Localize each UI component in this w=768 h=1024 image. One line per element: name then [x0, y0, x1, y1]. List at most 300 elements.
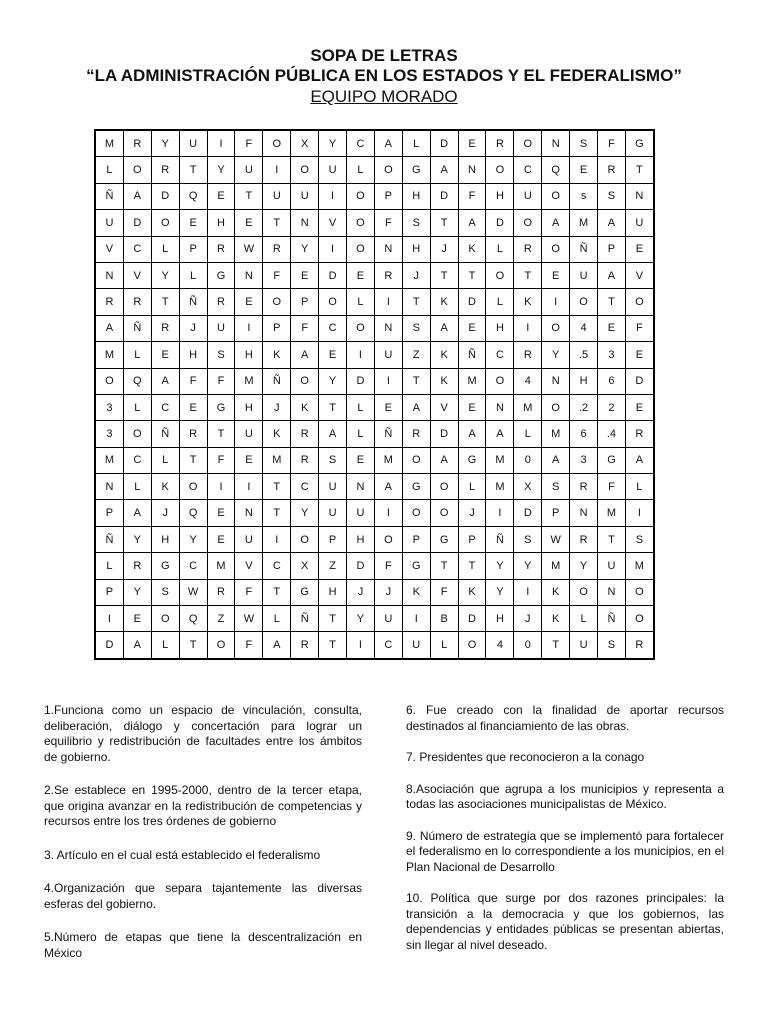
grid-cell: X	[291, 553, 319, 579]
grid-cell: G	[402, 157, 430, 183]
grid-cell: A	[123, 183, 151, 209]
grid-cell: Q	[179, 500, 207, 526]
clues-section	[44, 703, 724, 979]
grid-cell: Y	[514, 553, 542, 579]
grid-cell: R	[291, 632, 319, 659]
grid-cell: C	[263, 553, 291, 579]
clue-item: 10. Política que surge por dos razones principales: la transición a la democracia y que los gobiernos, las dependencias y entidades públicas se presentan abiertas, sin llegar al nivel deseado.	[406, 891, 724, 952]
grid-cell: T	[458, 262, 486, 288]
grid-cell: A	[95, 315, 123, 341]
grid-cell: O	[570, 289, 598, 315]
grid-cell: M	[486, 447, 514, 473]
grid-cell: R	[151, 157, 179, 183]
grid-cell: Y	[570, 553, 598, 579]
grid-row	[95, 368, 654, 394]
grid-cell: Y	[207, 157, 235, 183]
grid-cell: R	[207, 579, 235, 605]
grid-cell: F	[207, 368, 235, 394]
grid-cell: U	[319, 474, 347, 500]
grid-cell: T	[598, 289, 626, 315]
grid-cell: F	[235, 579, 263, 605]
header	[0, 46, 768, 108]
grid-cell: Q	[542, 157, 570, 183]
grid-cell: K	[291, 394, 319, 420]
grid-cell: L	[95, 553, 123, 579]
grid-cell: G	[625, 130, 653, 157]
grid-cell: I	[347, 632, 375, 659]
grid-cell: I	[207, 474, 235, 500]
grid-cell: O	[207, 632, 235, 659]
grid-cell: L	[347, 394, 375, 420]
grid-cell: K	[458, 579, 486, 605]
grid-cell: O	[458, 632, 486, 659]
clues-left-column	[44, 703, 362, 979]
grid-cell: 4	[486, 632, 514, 659]
grid-cell: K	[542, 579, 570, 605]
grid-cell: U	[514, 183, 542, 209]
grid-cell: Y	[319, 368, 347, 394]
grid-cell: O	[625, 606, 653, 632]
grid-cell: A	[542, 447, 570, 473]
grid-cell: M	[95, 130, 123, 157]
grid-cell: R	[514, 342, 542, 368]
grid-cell: R	[625, 421, 653, 447]
grid-cell: A	[151, 368, 179, 394]
grid-cell: A	[291, 342, 319, 368]
page-title: SOPA DE LETRAS	[310, 46, 458, 65]
grid-cell: D	[151, 183, 179, 209]
grid-cell: E	[235, 210, 263, 236]
grid-cell: O	[179, 474, 207, 500]
grid-row	[95, 130, 654, 157]
grid-cell: E	[207, 183, 235, 209]
grid-cell: P	[374, 183, 402, 209]
grid-cell: J	[458, 500, 486, 526]
grid-cell: I	[374, 289, 402, 315]
grid-cell: E	[123, 606, 151, 632]
grid-cell: K	[430, 342, 458, 368]
grid-cell: Y	[151, 262, 179, 288]
grid-cell: U	[319, 500, 347, 526]
grid-cell: 3	[95, 421, 123, 447]
grid-cell: J	[263, 394, 291, 420]
grid-cell: H	[179, 342, 207, 368]
grid-cell: C	[151, 394, 179, 420]
grid-cell: C	[514, 157, 542, 183]
grid-cell: D	[95, 632, 123, 659]
grid-cell: T	[179, 157, 207, 183]
grid-cell: Y	[291, 500, 319, 526]
grid-cell: L	[430, 632, 458, 659]
grid-cell: F	[207, 447, 235, 473]
grid-cell: T	[235, 183, 263, 209]
grid-cell: 4	[514, 368, 542, 394]
grid-cell: N	[598, 579, 626, 605]
grid-cell: C	[123, 447, 151, 473]
grid-cell: L	[263, 606, 291, 632]
grid-cell: E	[458, 130, 486, 157]
grid-cell: T	[319, 606, 347, 632]
grid-cell: Ñ	[598, 606, 626, 632]
grid-cell: S	[319, 447, 347, 473]
grid-row	[95, 210, 654, 236]
grid-cell: C	[291, 474, 319, 500]
grid-cell: F	[235, 130, 263, 157]
grid-row	[95, 315, 654, 341]
grid-cell: L	[347, 421, 375, 447]
clue-item: 1.Funciona como un espacio de vinculación, consulta, deliberación, diálogo y concertación para lograr un equilibrio y redistribución de facultades entre los ámbitos de gobierno.	[44, 703, 362, 764]
grid-cell: J	[347, 579, 375, 605]
grid-cell: A	[625, 447, 653, 473]
grid-cell: N	[374, 236, 402, 262]
grid-cell: O	[486, 368, 514, 394]
grid-cell: T	[263, 474, 291, 500]
grid-cell: C	[486, 342, 514, 368]
grid-cell: M	[514, 394, 542, 420]
grid-cell: M	[542, 421, 570, 447]
grid-cell: I	[514, 315, 542, 341]
grid-cell: N	[542, 368, 570, 394]
grid-cell: 4	[570, 315, 598, 341]
grid-cell: I	[402, 606, 430, 632]
grid-cell: R	[570, 526, 598, 552]
grid-cell: S	[625, 526, 653, 552]
grid-cell: R	[263, 236, 291, 262]
grid-cell: O	[514, 130, 542, 157]
grid-row	[95, 526, 654, 552]
grid-cell: Ñ	[263, 368, 291, 394]
grid-cell: O	[263, 130, 291, 157]
grid-cell: O	[123, 421, 151, 447]
grid-row	[95, 632, 654, 659]
grid-cell: S	[598, 632, 626, 659]
grid-cell: F	[263, 262, 291, 288]
grid-row	[95, 289, 654, 315]
grid-row	[95, 394, 654, 420]
grid-cell: O	[151, 210, 179, 236]
grid-cell: X	[291, 130, 319, 157]
grid-cell: E	[319, 342, 347, 368]
grid-cell: Q	[123, 368, 151, 394]
grid-cell: L	[151, 632, 179, 659]
grid-cell: R	[207, 289, 235, 315]
grid-cell: S	[207, 342, 235, 368]
grid-row	[95, 262, 654, 288]
grid-cell: K	[151, 474, 179, 500]
grid-cell: S	[151, 579, 179, 605]
grid-cell: R	[402, 421, 430, 447]
grid-cell: X	[514, 474, 542, 500]
grid-cell: P	[598, 236, 626, 262]
clue-item: 2.Se establece en 1995-2000, dentro de la tercer etapa, que origina avanzar en la redistribución de competencias y recursos entre los tres órdenes de gobierno	[44, 783, 362, 828]
grid-cell: U	[235, 526, 263, 552]
grid-cell: E	[570, 157, 598, 183]
grid-row	[95, 500, 654, 526]
grid-cell: E	[625, 342, 653, 368]
grid-cell: O	[347, 236, 375, 262]
grid-cell: P	[319, 526, 347, 552]
grid-cell: Y	[151, 130, 179, 157]
grid-cell: N	[95, 262, 123, 288]
grid-cell: O	[263, 289, 291, 315]
grid-cell: T	[542, 632, 570, 659]
grid-cell: P	[95, 579, 123, 605]
grid-cell: 6	[598, 368, 626, 394]
grid-cell: O	[95, 368, 123, 394]
grid-cell: K	[402, 579, 430, 605]
grid-cell: E	[542, 262, 570, 288]
grid-cell: H	[347, 526, 375, 552]
grid-cell: Ñ	[123, 315, 151, 341]
grid-row	[95, 183, 654, 209]
grid-cell: M	[486, 474, 514, 500]
grid-cell: Ñ	[151, 421, 179, 447]
grid-cell: Z	[402, 342, 430, 368]
grid-cell: S	[402, 315, 430, 341]
grid-cell: T	[179, 447, 207, 473]
grid-cell: M	[458, 368, 486, 394]
grid-cell: M	[235, 368, 263, 394]
grid-cell: I	[235, 315, 263, 341]
grid-cell: I	[235, 474, 263, 500]
grid-cell: R	[625, 632, 653, 659]
grid-cell: T	[319, 394, 347, 420]
grid-cell: O	[486, 262, 514, 288]
grid-cell: D	[319, 262, 347, 288]
grid-cell: J	[514, 606, 542, 632]
grid-cell: M	[542, 553, 570, 579]
grid-cell: H	[570, 368, 598, 394]
grid-cell: L	[179, 262, 207, 288]
grid-cell: T	[263, 210, 291, 236]
grid-cell: E	[207, 526, 235, 552]
grid-cell: E	[235, 447, 263, 473]
team-name: EQUIPO MORADO	[310, 87, 458, 106]
grid-cell: I	[625, 500, 653, 526]
grid-cell: A	[542, 210, 570, 236]
grid-row	[95, 342, 654, 368]
grid-cell: G	[151, 553, 179, 579]
grid-cell: D	[514, 500, 542, 526]
grid-cell: C	[179, 553, 207, 579]
clues-right-column	[406, 703, 724, 979]
grid-cell: T	[598, 526, 626, 552]
grid-cell: N	[625, 183, 653, 209]
grid-cell: N	[291, 210, 319, 236]
grid-cell: O	[625, 289, 653, 315]
grid-cell: C	[123, 236, 151, 262]
grid-cell: E	[347, 447, 375, 473]
grid-cell: R	[95, 289, 123, 315]
grid-cell: Y	[486, 553, 514, 579]
grid-cell: P	[458, 526, 486, 552]
clue-item: 5.Número de etapas que tiene la descentralización en México	[44, 930, 362, 960]
grid-cell: J	[430, 236, 458, 262]
grid-cell: L	[123, 474, 151, 500]
grid-cell: U	[207, 315, 235, 341]
grid-cell: L	[514, 421, 542, 447]
grid-cell: O	[291, 157, 319, 183]
grid-cell: E	[151, 342, 179, 368]
grid-cell: N	[570, 500, 598, 526]
grid-cell: N	[486, 394, 514, 420]
grid-cell: H	[319, 579, 347, 605]
grid-cell: A	[374, 130, 402, 157]
grid-cell: Y	[542, 342, 570, 368]
grid-cell: Y	[347, 606, 375, 632]
grid-row	[95, 474, 654, 500]
grid-cell: M	[570, 210, 598, 236]
grid-cell: O	[514, 210, 542, 236]
grid-cell: .4	[598, 421, 626, 447]
grid-cell: M	[263, 447, 291, 473]
grid-cell: O	[570, 579, 598, 605]
grid-cell: L	[570, 606, 598, 632]
grid-cell: E	[458, 315, 486, 341]
grid-cell: D	[430, 130, 458, 157]
grid-cell: A	[430, 157, 458, 183]
grid-cell: K	[263, 421, 291, 447]
grid-cell: G	[207, 262, 235, 288]
grid-cell: A	[430, 447, 458, 473]
grid-cell: 3	[598, 342, 626, 368]
grid-cell: G	[402, 553, 430, 579]
grid-cell: L	[347, 289, 375, 315]
grid-cell: O	[542, 236, 570, 262]
grid-cell: L	[95, 157, 123, 183]
grid-cell: O	[542, 394, 570, 420]
grid-cell: P	[263, 315, 291, 341]
grid-cell: N	[458, 157, 486, 183]
grid-cell: L	[402, 130, 430, 157]
grid-cell: R	[151, 315, 179, 341]
grid-cell: T	[430, 262, 458, 288]
grid-row	[95, 157, 654, 183]
grid-cell: O	[151, 606, 179, 632]
grid-cell: E	[235, 289, 263, 315]
grid-cell: B	[430, 606, 458, 632]
grid-cell: O	[486, 157, 514, 183]
grid-cell: O	[542, 183, 570, 209]
grid-cell: s	[570, 183, 598, 209]
grid-cell: A	[458, 421, 486, 447]
grid-cell: U	[95, 210, 123, 236]
grid-cell: S	[598, 183, 626, 209]
grid-cell: N	[542, 130, 570, 157]
grid-cell: M	[374, 447, 402, 473]
grid-cell: U	[319, 157, 347, 183]
grid-cell: A	[458, 210, 486, 236]
grid-row	[95, 421, 654, 447]
grid-cell: G	[430, 526, 458, 552]
grid-cell: K	[542, 606, 570, 632]
grid-cell: M	[95, 342, 123, 368]
grid-cell: H	[151, 526, 179, 552]
grid-cell: P	[402, 526, 430, 552]
grid-cell: U	[374, 342, 402, 368]
grid-cell: F	[235, 632, 263, 659]
grid-cell: F	[374, 553, 402, 579]
grid-cell: G	[402, 474, 430, 500]
grid-cell: F	[458, 183, 486, 209]
grid-cell: A	[430, 315, 458, 341]
grid-cell: Ñ	[291, 606, 319, 632]
grid-cell: L	[151, 447, 179, 473]
grid-cell: W	[235, 606, 263, 632]
grid-cell: W	[235, 236, 263, 262]
grid-cell: P	[542, 500, 570, 526]
grid-cell: Ñ	[179, 289, 207, 315]
grid-cell: A	[123, 632, 151, 659]
grid-cell: V	[123, 262, 151, 288]
grid-cell: O	[402, 500, 430, 526]
grid-cell: U	[235, 421, 263, 447]
grid-cell: V	[95, 236, 123, 262]
grid-cell: 0	[514, 632, 542, 659]
clue-item: 7. Presidentes que reconocieron a la conago	[406, 750, 645, 764]
grid-cell: H	[402, 236, 430, 262]
grid-cell: E	[179, 394, 207, 420]
grid-cell: K	[430, 289, 458, 315]
grid-cell: R	[291, 447, 319, 473]
grid-cell: J	[402, 262, 430, 288]
grid-cell: P	[95, 500, 123, 526]
grid-cell: E	[625, 236, 653, 262]
grid-cell: O	[542, 315, 570, 341]
grid-row	[95, 447, 654, 473]
grid-cell: K	[430, 368, 458, 394]
grid-cell: T	[458, 553, 486, 579]
grid-cell: W	[542, 526, 570, 552]
grid-cell: F	[598, 130, 626, 157]
grid-cell: F	[598, 474, 626, 500]
grid-cell: F	[374, 210, 402, 236]
grid-cell: O	[347, 210, 375, 236]
grid-cell: I	[347, 342, 375, 368]
grid-cell: T	[263, 500, 291, 526]
grid-cell: L	[151, 236, 179, 262]
grid-cell: A	[374, 474, 402, 500]
grid-cell: W	[179, 579, 207, 605]
grid-cell: G	[458, 447, 486, 473]
grid-cell: V	[235, 553, 263, 579]
grid-cell: A	[486, 421, 514, 447]
letter-table	[94, 129, 655, 660]
grid-cell: R	[123, 130, 151, 157]
grid-cell: T	[263, 579, 291, 605]
grid-cell: R	[179, 421, 207, 447]
grid-cell: J	[179, 315, 207, 341]
grid-cell: O	[347, 315, 375, 341]
grid-cell: U	[598, 553, 626, 579]
grid-cell: K	[458, 236, 486, 262]
grid-cell: D	[486, 210, 514, 236]
grid-cell: I	[374, 500, 402, 526]
grid-cell: J	[374, 579, 402, 605]
grid-cell: 0	[514, 447, 542, 473]
grid-cell: U	[625, 210, 653, 236]
grid-cell: J	[151, 500, 179, 526]
grid-cell: Y	[179, 526, 207, 552]
grid-cell: Y	[486, 579, 514, 605]
grid-cell: U	[570, 632, 598, 659]
grid-cell: E	[179, 210, 207, 236]
word-search-grid	[94, 129, 655, 660]
grid-cell: E	[347, 262, 375, 288]
clue-item: 3. Artículo en el cual está establecido el federalismo	[44, 847, 321, 862]
grid-cell: 3	[95, 394, 123, 420]
grid-cell: O	[430, 500, 458, 526]
